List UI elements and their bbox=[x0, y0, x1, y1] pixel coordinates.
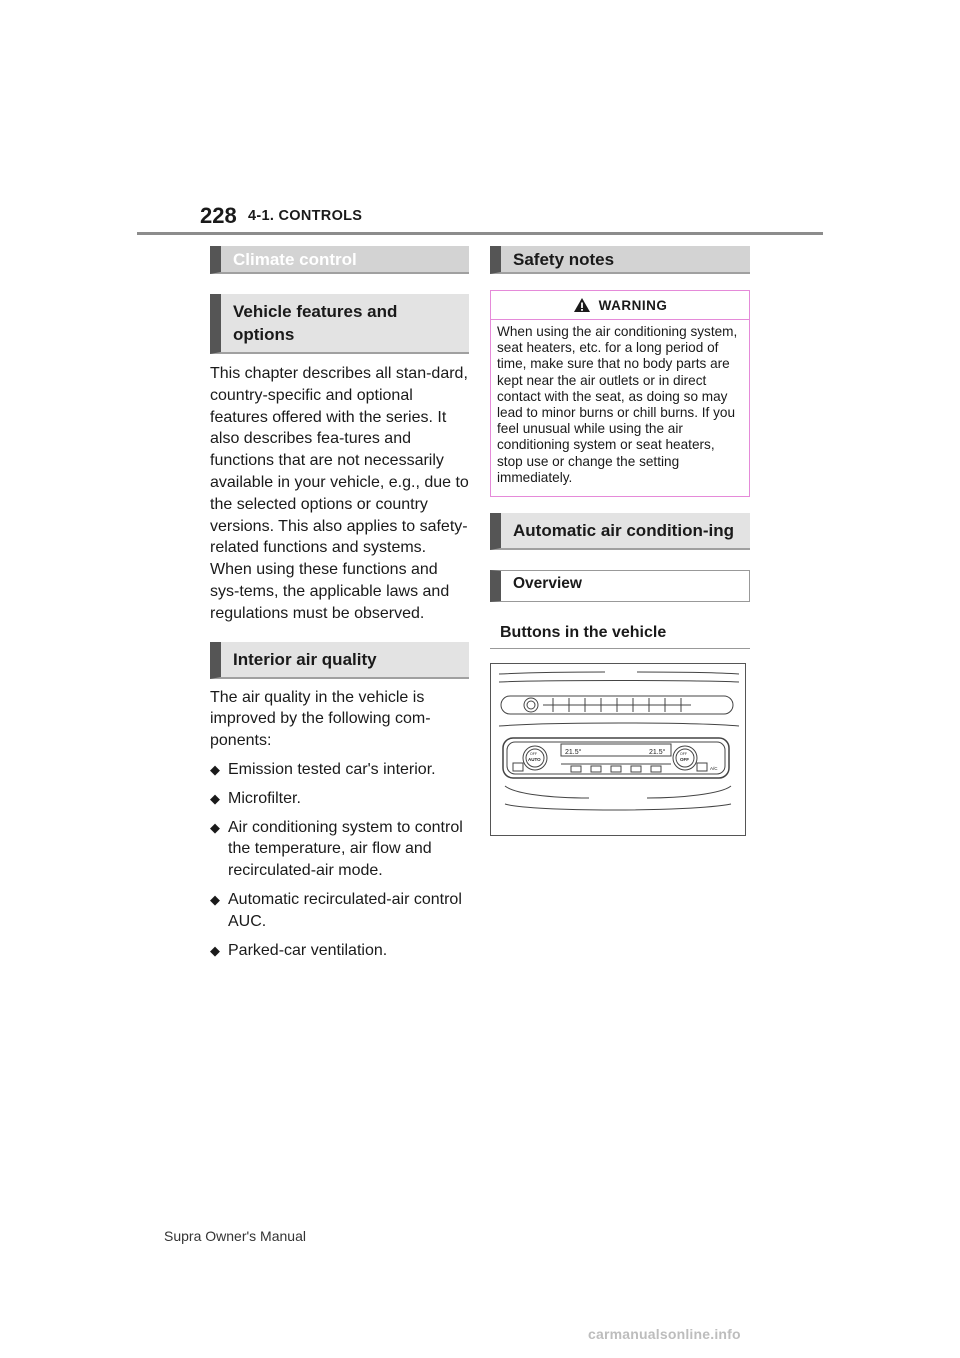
knob-left-label: AUTO bbox=[528, 757, 541, 763]
right-column bbox=[490, 246, 750, 836]
diamond-bullet-icon: ◆ bbox=[210, 819, 220, 835]
knob-right-label: OFF bbox=[680, 757, 689, 763]
list-item: ◆ Automatic recirculated-air control AUC. bbox=[210, 890, 462, 930]
page-number: 228 bbox=[200, 203, 237, 228]
features-paragraph: This chapter describes all stan-dard, country-specific and optional features offered with the series. It also describes fea-tures and functions that are not necessarily available in your vehicle, e.g., due to the selected options or country versions. This also applies to safety-related functions and systems. When using these functions and sys-tems, the applicable laws and regulations must be observed. bbox=[210, 365, 469, 622]
header-rule bbox=[137, 232, 823, 235]
diamond-bullet-icon: ◆ bbox=[210, 942, 220, 958]
component-list bbox=[210, 759, 469, 961]
knob-left-top-label: OFF bbox=[530, 752, 537, 757]
list-item: ◆ Parked-car ventilation. bbox=[210, 940, 469, 962]
watermark: carmanualsonline.info bbox=[588, 1326, 741, 1342]
air-quality-intro: The air quality in the vehicle is improved by the following com-ponents: bbox=[210, 688, 431, 750]
ac-button-label: A/C bbox=[710, 766, 718, 772]
climate-panel-figure bbox=[490, 663, 746, 836]
warning-triangle-icon bbox=[573, 297, 591, 313]
diamond-bullet-icon: ◆ bbox=[210, 790, 220, 806]
manual-footer: Supra Owner's Manual bbox=[164, 1228, 306, 1244]
climate-panel-illustration bbox=[491, 664, 745, 835]
left-column bbox=[210, 246, 469, 968]
warning-box bbox=[490, 290, 750, 497]
warning-label: WARNING bbox=[598, 297, 668, 313]
list-item: ◆ Microfilter. bbox=[210, 788, 469, 810]
warning-header bbox=[491, 291, 749, 320]
diamond-bullet-icon: ◆ bbox=[210, 891, 220, 907]
section-title-climate-control: Climate control bbox=[210, 246, 469, 274]
warning-text: When using the air conditioning system, seat heaters, etc. for a long period of time, make sure that no body parts are kept near the air outlets or in direct contact with the seat, as doing so may lead to minor burns or chill burns. If you feel unusual while using the air conditioning system or seat heaters, stop use or change the setting immediately. bbox=[497, 324, 738, 485]
heading-buttons-in-vehicle: Buttons in the vehicle bbox=[490, 624, 750, 649]
list-item: ◆ Air conditioning system to control the temperature, air flow and recirculated-air mode. bbox=[210, 818, 463, 880]
temp-left-label: 21.5° bbox=[565, 749, 582, 757]
knob-right-top-label: OFF bbox=[680, 752, 687, 757]
heading-automatic-air-conditioning: Automatic air condition-ing bbox=[490, 513, 750, 550]
heading-safety-notes: Safety notes bbox=[490, 246, 750, 274]
heading-overview: Overview bbox=[490, 570, 750, 602]
heading-interior-air-quality: Interior air quality bbox=[210, 642, 469, 679]
temp-right-label: 21.5° bbox=[649, 749, 666, 757]
heading-vehicle-features: Vehicle features and options bbox=[210, 294, 469, 354]
section-label: 4-1. CONTROLS bbox=[248, 208, 363, 224]
diamond-bullet-icon: ◆ bbox=[210, 761, 220, 777]
list-item: ◆ Emission tested car's interior. bbox=[210, 759, 469, 781]
